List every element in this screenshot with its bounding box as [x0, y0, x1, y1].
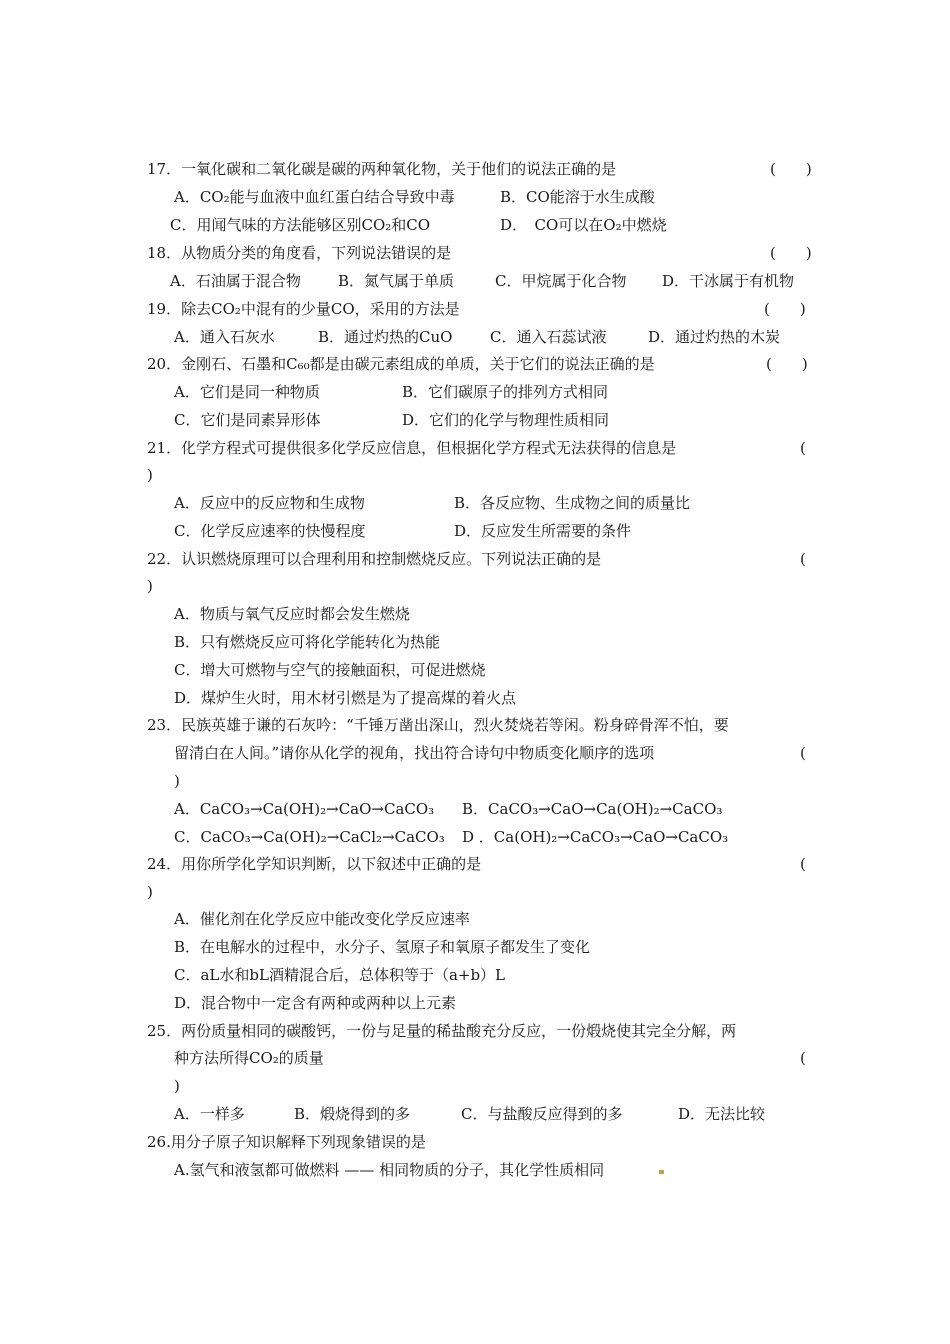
question-25-option-a: A．一样多 [174, 1105, 245, 1123]
question-22-option-a: A．物质与氧气反应时都会发生燃烧 [174, 605, 410, 623]
question-21-answer-paren-open: ( [800, 439, 806, 457]
question-18-stem: 18．从物质分类的角度看，下列说法错误的是 [147, 244, 452, 262]
question-23-option-c: C．CaCO₃→Ca(OH)₂→CaCl₂→CaCO₃ [174, 828, 445, 846]
question-21-option-c: C．化学反应速率的快慢程度 [174, 522, 366, 540]
question-17-stem: 17．一氧化碳和二氧化碳是碳的两种氧化物，关于他们的说法正确的是 [147, 160, 617, 178]
question-19-option-c: C．通入石蕊试液 [490, 328, 607, 346]
question-25-stem-line-1: 25．两份质量相同的碳酸钙，一份与足量的稀盐酸充分反应，一份煅烧使其完全分解，两 [147, 1022, 737, 1040]
question-21-option-d: D．反应发生所需要的条件 [454, 522, 632, 540]
question-17-option-a: A．CO₂能与血液中血红蛋白结合导致中毒 [174, 188, 455, 206]
question-24-stem: 24．用你所学化学知识判断，以下叙述中正确的是 [147, 855, 482, 873]
question-22-option-c: C．增大可燃物与空气的接触面积，可促进燃烧 [174, 661, 486, 679]
question-20-option-a: A．它们是同一种物质 [174, 383, 320, 401]
question-19-answer-paren: ( ) [764, 300, 806, 318]
question-25-answer-paren-open: ( [800, 1049, 806, 1067]
question-22-option-d: D．煤炉生火时，用木材引燃是为了提高煤的着火点 [174, 689, 517, 707]
question-24-option-c: C．aL水和bL酒精混合后，总体积等于（a+b）L [174, 966, 506, 984]
question-20-answer-paren: ( ) [766, 355, 808, 373]
question-24-answer-paren-close: ) [147, 883, 153, 901]
question-17-option-b: B．CO能溶于水生成酸 [500, 188, 655, 206]
question-22-answer-paren-open: ( [800, 550, 806, 568]
question-22-answer-paren-close: ) [147, 577, 153, 595]
question-26-stem: 26.用分子原子知识解释下列现象错误的是 [147, 1133, 426, 1151]
question-24-option-d: D．混合物中一定含有两种或两种以上元素 [174, 994, 457, 1012]
question-21-stem: 21．化学方程式可提供很多化学反应信息，但根据化学方程式无法获得的信息是 [147, 439, 677, 457]
question-23-stem-line-1: 23．民族英雄于谦的石灰吟：“千锤万凿出深山，烈火焚烧若等闲。粉身碎骨浑不怕，要 [147, 716, 729, 734]
question-19-option-a: A．通入石灰水 [174, 328, 275, 346]
question-24-option-b: B．在电解水的过程中，水分子、氢原子和氧原子都发生了变化 [174, 938, 591, 956]
question-23-answer-paren-open: ( [800, 744, 806, 762]
question-18-option-c: C．甲烷属于化合物 [495, 272, 627, 290]
question-18-answer-paren: ( ) [770, 244, 812, 262]
question-23-option-d: D ．Ca(OH)₂→CaCO₃→CaO→CaCO₃ [462, 828, 729, 846]
question-20-stem: 20．金刚石、石墨和C₆₀都是由碳元素组成的单质，关于它们的说法正确的是 [147, 355, 655, 373]
question-25-option-d: D．无法比较 [678, 1105, 766, 1123]
question-17-option-d: D． CO可以在O₂中燃烧 [500, 216, 667, 234]
question-18-option-b: B．氮气属于单质 [338, 272, 455, 290]
question-22-option-b: B．只有燃烧反应可将化学能转化为热能 [174, 633, 441, 651]
question-23-stem-line-2: 留清白在人间。”请你从化学的视角，找出符合诗句中物质变化顺序的选项 [174, 744, 655, 762]
question-23-answer-paren-close: ) [174, 772, 180, 790]
question-25-answer-paren-close: ) [174, 1077, 180, 1095]
question-24-option-a: A．催化剂在化学反应中能改变化学反应速率 [174, 910, 470, 928]
question-18-option-d: D．干冰属于有机物 [662, 272, 795, 290]
question-19-option-b: B．通过灼热的CuO [318, 328, 453, 346]
question-25-stem-line-2: 种方法所得CO₂的质量 [174, 1049, 324, 1067]
question-21-option-a: A．反应中的反应物和生成物 [174, 494, 365, 512]
question-20-option-b: B．它们碳原子的排列方式相同 [402, 383, 609, 401]
question-23-option-a: A．CaCO₃→Ca(OH)₂→CaO→CaCO₃ [174, 800, 435, 818]
question-21-answer-paren-close: ) [147, 466, 153, 484]
question-18-option-a: A．石油属于混合物 [170, 272, 301, 290]
question-20-option-c: C．它们是同素异形体 [174, 411, 321, 429]
question-20-option-d: D．它们的化学与物理性质相同 [402, 411, 610, 429]
question-21-option-b: B．各反应物、生成物之间的质量比 [454, 494, 691, 512]
question-19-stem: 19．除去CO₂中混有的少量CO，采用的方法是 [147, 300, 460, 318]
question-26-option-a: A.氢气和液氢都可做燃料 —— 相同物质的分子，其化学性质相同 [174, 1161, 605, 1179]
question-25-option-c: C．与盐酸反应得到的多 [461, 1105, 623, 1123]
question-17-answer-paren: ( ) [770, 160, 812, 178]
question-22-stem: 22．认识燃烧原理可以合理利用和控制燃烧反应。下列说法正确的是 [147, 550, 602, 568]
question-25-option-b: B．煅烧得到的多 [294, 1105, 411, 1123]
cursor-mark [659, 1170, 664, 1174]
question-23-option-b: B．CaCO₃→CaO→Ca(OH)₂→CaCO₃ [462, 800, 723, 818]
question-19-option-d: D．通过灼热的木炭 [648, 328, 781, 346]
question-24-answer-paren-open: ( [800, 855, 806, 873]
question-17-option-c: C．用闻气味的方法能够区别CO₂和CO [170, 216, 431, 234]
